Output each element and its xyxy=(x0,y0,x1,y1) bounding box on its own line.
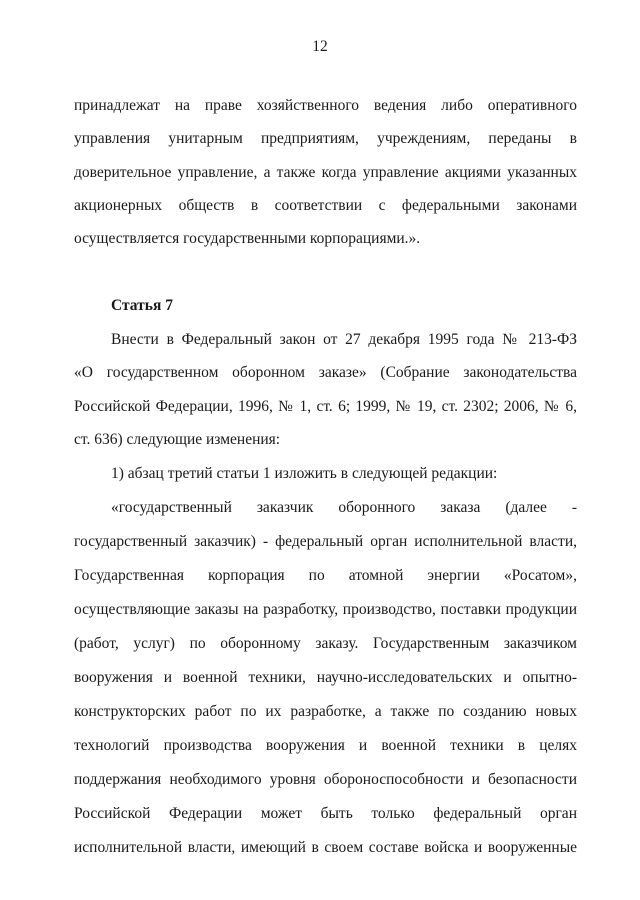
text-line: (работ, услуг) по оборонному заказу. Государственным заказчиком xyxy=(74,635,577,652)
text-line: осуществляющие заказы на разработку, производство, поставки продукции xyxy=(74,601,577,618)
text-line: вооружения и военной техники, научно-исследовательских и опытно- xyxy=(74,669,577,686)
page-number: 12 xyxy=(312,38,328,55)
text-line: Государственная корпорация по атомной энергии «Росатом», xyxy=(74,567,577,584)
text-line: ст. 636) следующие изменения: xyxy=(74,431,281,448)
article-heading: Статья 7 xyxy=(111,297,173,314)
text-line: Российской Федерации, 1996, № 1, ст. 6; 1999, № 19, ст. 2302; 2006, № 6, xyxy=(74,398,577,415)
text-line: «государственный заказчик оборонного заказа (далее - xyxy=(111,499,577,516)
text-line: исполнительной власти, имеющий в своем составе войска и вооруженные xyxy=(74,839,577,856)
text-line: осуществляется государственными корпорациями.». xyxy=(74,230,421,247)
text-line: 1) абзац третий статьи 1 изложить в следующей редакции: xyxy=(111,465,498,482)
text-line: принадлежат на праве хозяйственного ведения либо оперативного xyxy=(74,97,577,114)
text-line: поддержания необходимого уровня обороноспособности и безопасности xyxy=(74,771,577,788)
text-line: Российской Федерации может быть только федеральный орган xyxy=(74,805,577,822)
text-line: технологий производства вооружения и военной техники в целях xyxy=(74,737,577,754)
text-line: управления унитарным предприятиям, учреждениям, переданы в xyxy=(74,130,577,147)
text-line: акционерных обществ в соответствии с федеральными законами xyxy=(74,197,577,214)
text-line: доверительное управление, а также когда управление акциями указанных xyxy=(74,164,577,181)
text-line: государственный заказчик) - федеральный орган исполнительной власти, xyxy=(74,533,577,550)
text-line: Внести в Федеральный закон от 27 декабря 1995 года № 213-ФЗ xyxy=(111,331,577,348)
text-line: «О государственном оборонном заказе» (Собрание законодательства xyxy=(74,364,577,381)
text-line: конструкторских работ по их разработке, а также по созданию новых xyxy=(74,703,577,720)
